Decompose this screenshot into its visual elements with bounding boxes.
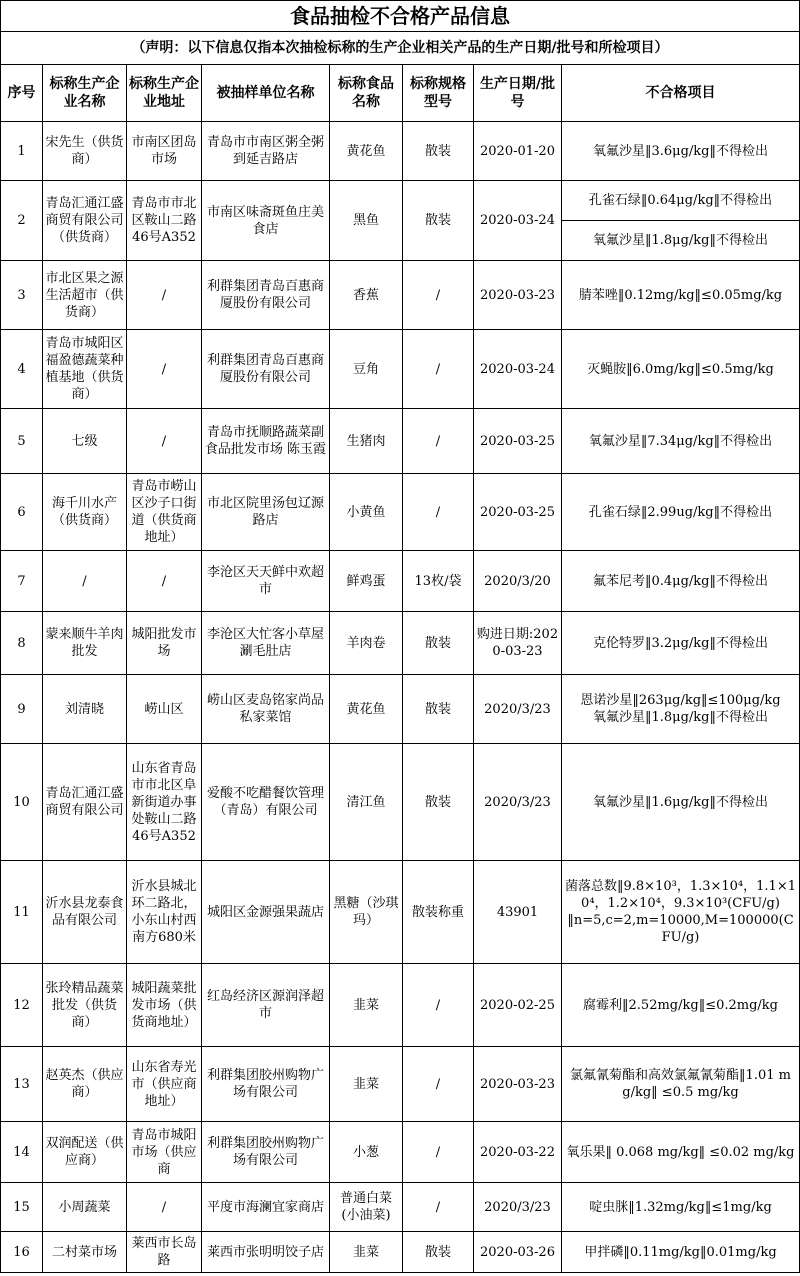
- failed-item: 恩诺沙星‖263μg/kg‖≤100μg/kg 氧氟沙星‖1.8μg/kg‖不得检出: [562, 675, 800, 744]
- table-row: [1, 409, 800, 474]
- header-address: 标称生产企业地址: [127, 65, 202, 122]
- table-row: [1, 861, 800, 964]
- failed-item: 孔雀石绿‖2.99ug/kg‖不得检出: [562, 474, 800, 551]
- spec-model: 散装: [403, 675, 474, 744]
- company-address: 崂山区: [127, 675, 202, 744]
- sampled-unit: 平度市海澜宜家商店: [202, 1183, 330, 1232]
- food-name: 韭菜: [330, 1232, 403, 1273]
- header-food-name: 标称食品名称: [330, 65, 403, 122]
- sampled-unit: 利群集团胶州购物广场有限公司: [202, 1047, 330, 1122]
- row-number: 8: [1, 612, 43, 675]
- spec-model: /: [403, 474, 474, 551]
- food-name: 鲜鸡蛋: [330, 551, 403, 612]
- table-row: [1, 261, 800, 330]
- company-address: /: [127, 330, 202, 409]
- company-name: 赵英杰（供应商）: [43, 1047, 127, 1122]
- failed-item: 甲拌磷‖0.11mg/kg‖0.01mg/kg: [562, 1232, 800, 1273]
- row-number: 15: [1, 1183, 43, 1232]
- food-name: 清江鱼: [330, 744, 403, 861]
- production-date: 2020/3/23: [474, 675, 562, 744]
- company-address: 青岛市市北区鞍山二路46号A352: [127, 181, 202, 261]
- food-name: 豆角: [330, 330, 403, 409]
- production-date: 2020/3/20: [474, 551, 562, 612]
- table-row: [1, 330, 800, 409]
- food-name: 黄花鱼: [330, 122, 403, 181]
- food-name: 黄花鱼: [330, 675, 403, 744]
- company-address: 青岛市城阳市场（供应商: [127, 1122, 202, 1183]
- production-date: 购进日期:2020-03-23: [474, 612, 562, 675]
- header-sampled-unit: 被抽样单位名称: [202, 65, 330, 122]
- sampled-unit: 利群集团胶州购物广场有限公司: [202, 1122, 330, 1183]
- failed-item: 氧氟沙星‖1.6μg/kg‖不得检出: [562, 744, 800, 861]
- row-number: 5: [1, 409, 43, 474]
- failed-item: 腐霉利‖2.52mg/kg‖≤0.2mg/kg: [562, 964, 800, 1047]
- row-number: 16: [1, 1232, 43, 1273]
- row-number: 10: [1, 744, 43, 861]
- sampled-unit: 城阳区金源强果蔬店: [202, 861, 330, 964]
- food-name: 小葱: [330, 1122, 403, 1183]
- company-address: 山东省青岛市市北区阜新街道办事处鞍山二路46号A352: [127, 744, 202, 861]
- spec-model: /: [403, 261, 474, 330]
- company-address: /: [127, 261, 202, 330]
- production-date: 2020/3/23: [474, 744, 562, 861]
- row-number: 11: [1, 861, 43, 964]
- food-name: 韭菜: [330, 964, 403, 1047]
- spec-model: 散装: [403, 1232, 474, 1273]
- header-failed-items: 不合格项目: [562, 65, 800, 122]
- food-name: 羊肉卷: [330, 612, 403, 675]
- row-number: 7: [1, 551, 43, 612]
- header-spec: 标称规格型号: [403, 65, 474, 122]
- table-row: [1, 1183, 800, 1232]
- food-name: 普通白菜(小油菜): [330, 1183, 403, 1232]
- table-row: [1, 675, 800, 744]
- declaration: （声明：以下信息仅指本次抽检标称的生产企业相关产品的生产日期/批号和所检项目）: [1, 32, 800, 65]
- row-number: 13: [1, 1047, 43, 1122]
- company-address: 沂水县城北环二路北，小东山村西南方680米: [127, 861, 202, 964]
- food-name: 香蕉: [330, 261, 403, 330]
- sampled-unit: 青岛市抚顺路蔬菜副食品批发市场 陈玉霞: [202, 409, 330, 474]
- table-row: [1, 1122, 800, 1183]
- table-row: [1, 1047, 800, 1122]
- company-name: /: [43, 551, 127, 612]
- company-name: 小周蔬菜: [43, 1183, 127, 1232]
- spec-model: /: [403, 1183, 474, 1232]
- food-name: 生猪肉: [330, 409, 403, 474]
- row-number: 6: [1, 474, 43, 551]
- table-row: [1, 181, 800, 221]
- spec-model: 散装: [403, 744, 474, 861]
- sampled-unit: 青岛市市南区粥全粥到延吉路店: [202, 122, 330, 181]
- failed-item: 氧氟沙星‖3.6μg/kg‖不得检出: [562, 122, 800, 181]
- company-name: 刘清晓: [43, 675, 127, 744]
- failed-item: 氧氟沙星‖1.8μg/kg‖不得检出: [562, 221, 800, 261]
- production-date: 2020-03-26: [474, 1232, 562, 1273]
- spec-model: 13枚/袋: [403, 551, 474, 612]
- row-number: 1: [1, 122, 43, 181]
- company-name: 青岛汇通江盛商贸有限公司: [43, 744, 127, 861]
- table-row: [1, 1232, 800, 1273]
- table-row: [1, 122, 800, 181]
- header-no: 序号: [1, 65, 43, 122]
- spec-model: 散装称重: [403, 861, 474, 964]
- spec-model: 散装: [403, 612, 474, 675]
- company-name: 宋先生（供货商）: [43, 122, 127, 181]
- food-name: 黑糖（沙琪玛）: [330, 861, 403, 964]
- failed-item: 氧乐果‖ 0.068 mg/kg‖ ≤0.02 mg/kg: [562, 1122, 800, 1183]
- food-name: 韭菜: [330, 1047, 403, 1122]
- row-number: 14: [1, 1122, 43, 1183]
- company-address: 莱西市长岛路: [127, 1232, 202, 1273]
- production-date: 2020-02-25: [474, 964, 562, 1047]
- company-address: 青岛市崂山区沙子口街道（供货商地址）: [127, 474, 202, 551]
- food-name: 黑鱼: [330, 181, 403, 261]
- sampled-unit: 利群集团青岛百惠商厦股份有限公司: [202, 330, 330, 409]
- company-address: /: [127, 551, 202, 612]
- production-date: 2020-03-25: [474, 474, 562, 551]
- sampled-unit: 市南区味斋斑鱼庄美食店: [202, 181, 330, 261]
- sampled-unit: 李沧区大忙客小草屋涮毛肚店: [202, 612, 330, 675]
- production-date: 2020-01-20: [474, 122, 562, 181]
- production-date: 2020-03-22: [474, 1122, 562, 1183]
- company-name: 青岛市城阳区福盈德蔬菜种植基地（供货商）: [43, 330, 127, 409]
- company-address: 城阳批发市场: [127, 612, 202, 675]
- failed-item: 灭蝇胺‖6.0mg/kg‖≤0.5mg/kg: [562, 330, 800, 409]
- header-company: 标称生产企业名称: [43, 65, 127, 122]
- spec-model: 散装: [403, 122, 474, 181]
- sampled-unit: 利群集团青岛百惠商厦股份有限公司: [202, 261, 330, 330]
- company-name: 二村菜市场: [43, 1232, 127, 1273]
- company-address: 城阳蔬菜批发市场（供货商地址）: [127, 964, 202, 1047]
- production-date: 43901: [474, 861, 562, 964]
- row-number: 12: [1, 964, 43, 1047]
- production-date: 2020/3/23: [474, 1183, 562, 1232]
- table-row: [1, 474, 800, 551]
- company-name: 沂水县龙泰食品有限公司: [43, 861, 127, 964]
- spec-model: /: [403, 964, 474, 1047]
- table-row: [1, 744, 800, 861]
- sampled-unit: 爱酸不吃醋餐饮管理（青岛）有限公司: [202, 744, 330, 861]
- company-name: 市北区果之源生活超市（供货商）: [43, 261, 127, 330]
- company-name: 海千川水产（供货商）: [43, 474, 127, 551]
- company-name: 张玲精品蔬菜批发（供货商）: [43, 964, 127, 1047]
- spec-model: /: [403, 409, 474, 474]
- sampled-unit: 莱西市张明明饺子店: [202, 1232, 330, 1273]
- table-row: [1, 612, 800, 675]
- company-address: 市南区团岛市场: [127, 122, 202, 181]
- company-address: /: [127, 1183, 202, 1232]
- failed-item: 氯氟氰菊酯和高效氯氟氰菊酯‖1.01 mg/kg‖ ≤0.5 mg/kg: [562, 1047, 800, 1122]
- company-name: 七级: [43, 409, 127, 474]
- company-name: 双润配送（供应商）: [43, 1122, 127, 1183]
- sampled-unit: 红岛经济区源润泽超市: [202, 964, 330, 1047]
- company-address: 山东省寿光市（供应商地址）: [127, 1047, 202, 1122]
- spec-model: 散装: [403, 181, 474, 261]
- page-title: 食品抽检不合格产品信息: [1, 1, 800, 32]
- header-date: 生产日期/批号: [474, 65, 562, 122]
- row-number: 3: [1, 261, 43, 330]
- row-number: 4: [1, 330, 43, 409]
- sampled-unit: 崂山区麦岛铭家尚品私家菜馆: [202, 675, 330, 744]
- failed-item: 孔雀石绿‖0.64μg/kg‖不得检出: [562, 181, 800, 221]
- production-date: 2020-03-23: [474, 1047, 562, 1122]
- failed-item: 啶虫脒‖1.32mg/kg‖≤1mg/kg: [562, 1183, 800, 1232]
- production-date: 2020-03-24: [474, 330, 562, 409]
- spec-model: /: [403, 1122, 474, 1183]
- spec-model: /: [403, 1047, 474, 1122]
- production-date: 2020-03-23: [474, 261, 562, 330]
- header-row: [1, 65, 800, 122]
- table-row: [1, 964, 800, 1047]
- failed-item: 菌落总数‖9.8×10³，1.3×10⁴，1.1×10⁴，1.2×10⁴，9.3×10³(CFU/g) ‖n=5,c=2,m=10000,M=100000(CFU/g): [562, 861, 800, 964]
- sampled-unit: 市北区院里汤包辽源路店: [202, 474, 330, 551]
- failed-item: 氟苯尼考‖0.4μg/kg‖不得检出: [562, 551, 800, 612]
- food-name: 小黄鱼: [330, 474, 403, 551]
- spec-model: /: [403, 330, 474, 409]
- table-row: [1, 551, 800, 612]
- company-address: /: [127, 409, 202, 474]
- production-date: 2020-03-24: [474, 181, 562, 261]
- company-name: 青岛汇通江盛商贸有限公司（供货商）: [43, 181, 127, 261]
- row-number: 9: [1, 675, 43, 744]
- row-number: 2: [1, 181, 43, 261]
- production-date: 2020-03-25: [474, 409, 562, 474]
- sampled-unit: 李沧区天天鲜中欢超市: [202, 551, 330, 612]
- company-name: 蒙来顺牛羊肉批发: [43, 612, 127, 675]
- failed-item: 克伦特罗‖3.2μg/kg‖不得检出: [562, 612, 800, 675]
- failed-item: 腈苯唑‖0.12mg/kg‖≤0.05mg/kg: [562, 261, 800, 330]
- failed-item: 氧氟沙星‖7.34μg/kg‖不得检出: [562, 409, 800, 474]
